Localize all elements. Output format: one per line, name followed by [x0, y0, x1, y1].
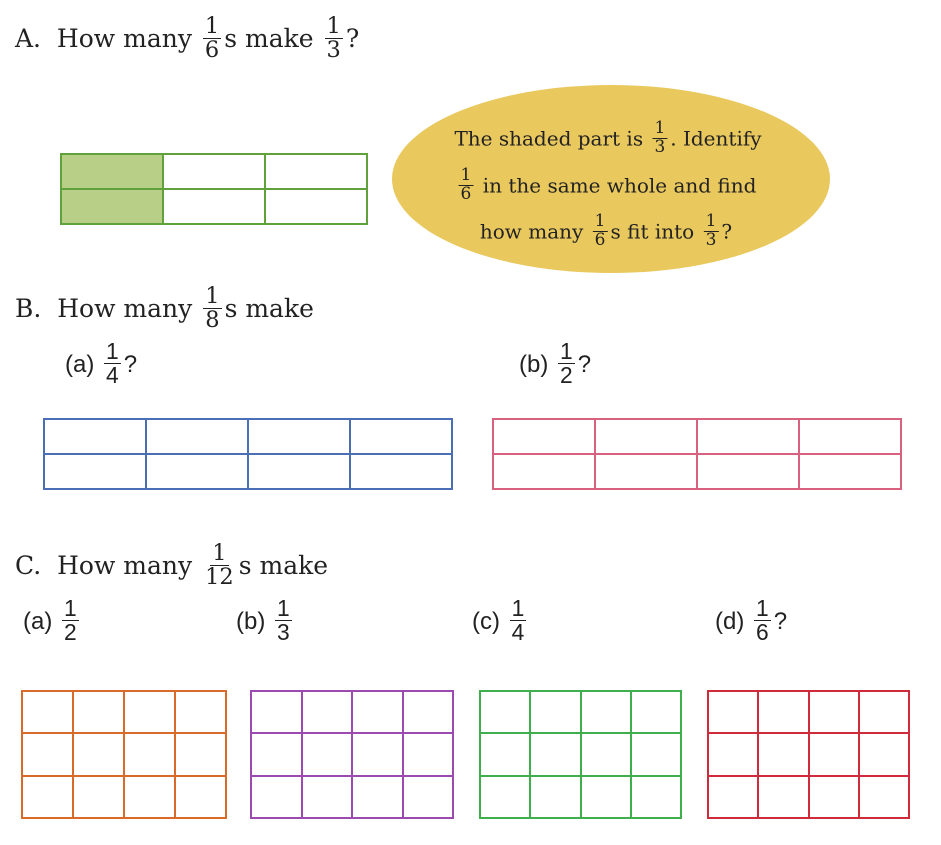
- fraction-one-sixth: $\frac{1}{6}$: [460, 165, 472, 204]
- question-b-part-a: (a) $\frac{1}{4}$ ?: [65, 337, 138, 388]
- fraction-one-third: $\frac{1}{3}$: [326, 12, 341, 63]
- grid-cell: [494, 420, 596, 455]
- grid-cell: [582, 734, 632, 776]
- fraction-grid-a: [60, 153, 368, 225]
- grid-cell: [531, 777, 581, 819]
- grid-cell: [252, 734, 303, 776]
- grid-cell: [860, 777, 910, 819]
- grid-cell: [249, 455, 351, 490]
- question-c-part-b: (b) $\frac{1}{3}$: [236, 594, 290, 645]
- question-c-part-c: (c) $\frac{1}{4}$: [472, 594, 525, 645]
- grid-cell: [404, 734, 455, 776]
- question-c-prefix: How many: [57, 550, 193, 580]
- question-c-part-d: (d) $\frac{1}{6}$ ?: [715, 594, 788, 645]
- grid-cell: [404, 777, 455, 819]
- grid-cell: [632, 777, 682, 819]
- question-a-suffix: ?: [345, 23, 360, 53]
- fraction-grid-b-b: [492, 418, 902, 490]
- question-c-letter: C.: [15, 550, 42, 580]
- question-a-letter: A.: [15, 23, 42, 53]
- fraction-one-half: $\frac{1}{2}$: [560, 337, 573, 388]
- grid-cell: [147, 455, 249, 490]
- question-b-part-b: (b) $\frac{1}{2}$ ?: [519, 337, 592, 388]
- fraction-one-twelfth: $\frac{1}{12}$: [205, 539, 234, 590]
- grid-cell: [147, 420, 249, 455]
- grid-cell: [23, 734, 74, 776]
- fraction-one-sixth: $\frac{1}{6}$: [204, 12, 220, 63]
- grid-cell: [351, 420, 453, 455]
- grid-cell: [353, 734, 404, 776]
- grid-cell: [582, 692, 632, 734]
- grid-cell: [709, 777, 759, 819]
- grid-cell: [596, 420, 698, 455]
- fraction-one-eighth: $\frac{1}{8}$: [205, 282, 220, 333]
- question-a-prefix: How many: [56, 23, 192, 53]
- question-b-prefix: How many: [57, 293, 193, 323]
- grid-cell: [45, 455, 147, 490]
- fraction-grid-c-a: [21, 690, 227, 819]
- grid-cell: [249, 420, 351, 455]
- grid-cell: [266, 190, 368, 225]
- question-c-part-a: (a) $\frac{1}{2}$: [23, 594, 77, 645]
- grid-cell: [596, 455, 698, 490]
- grid-cell: [810, 692, 860, 734]
- fraction-grid-c-d: [707, 690, 910, 819]
- question-c-suffix: s make: [238, 550, 329, 580]
- grid-cell: [176, 777, 227, 819]
- grid-cell: [74, 734, 125, 776]
- grid-cell: [303, 692, 354, 734]
- grid-cell-shaded: [62, 155, 164, 190]
- grid-cell: [531, 734, 581, 776]
- grid-cell: [164, 190, 266, 225]
- question-b: [15, 282, 314, 334]
- grid-cell: [74, 692, 125, 734]
- fraction-one-third: $\frac{1}{3}$: [277, 594, 290, 645]
- grid-cell: [125, 692, 176, 734]
- grid-cell: [23, 777, 74, 819]
- grid-cell: [810, 777, 860, 819]
- grid-cell: [353, 777, 404, 819]
- grid-cell: [164, 155, 266, 190]
- grid-cell: [860, 734, 910, 776]
- grid-cell: [632, 734, 682, 776]
- fraction-grid-b-a: [43, 418, 453, 490]
- grid-cell: [481, 692, 531, 734]
- grid-cell: [303, 734, 354, 776]
- grid-cell: [404, 692, 455, 734]
- hint-line-1: The shaded part is $\frac{1}{3}$ . Identify: [454, 118, 762, 157]
- grid-cell: [303, 777, 354, 819]
- grid-cell: [860, 692, 910, 734]
- fraction-one-sixth: $\frac{1}{6}$: [594, 211, 606, 250]
- grid-cell: [582, 777, 632, 819]
- question-a-middle: s make: [224, 23, 314, 53]
- grid-cell: [252, 777, 303, 819]
- grid-cell: [632, 692, 682, 734]
- grid-cell: [252, 692, 303, 734]
- grid-cell: [125, 734, 176, 776]
- grid-cell: [709, 734, 759, 776]
- fraction-grid-c-b: [250, 690, 454, 819]
- fraction-one-fourth: $\frac{1}{4}$: [106, 337, 119, 388]
- fraction-one-half: $\frac{1}{2}$: [64, 594, 77, 645]
- grid-cell: [176, 734, 227, 776]
- fraction-one-third: $\frac{1}{3}$: [654, 118, 666, 157]
- grid-cell: [800, 455, 902, 490]
- grid-cell: [481, 734, 531, 776]
- fraction-one-sixth: $\frac{1}{6}$: [756, 594, 769, 645]
- grid-cell: [481, 777, 531, 819]
- fraction-one-fourth: $\frac{1}{4}$: [511, 594, 525, 645]
- grid-cell: [353, 692, 404, 734]
- grid-cell: [709, 692, 759, 734]
- grid-cell: [23, 692, 74, 734]
- question-b-letter: B.: [15, 293, 42, 323]
- grid-cell: [531, 692, 581, 734]
- hint-line-3: how many $\frac{1}{6}$ s fit into $\frac{1}{3}$ ?: [479, 211, 733, 250]
- grid-cell: [494, 455, 596, 490]
- grid-cell-shaded: [62, 190, 164, 225]
- grid-cell: [759, 692, 809, 734]
- grid-cell: [759, 734, 809, 776]
- grid-cell: [698, 420, 800, 455]
- grid-cell: [266, 155, 368, 190]
- fraction-one-third: $\frac{1}{3}$: [705, 211, 717, 250]
- grid-cell: [810, 734, 860, 776]
- question-b-suffix: s make: [224, 293, 314, 323]
- grid-cell: [176, 692, 227, 734]
- grid-cell: [698, 455, 800, 490]
- fraction-grid-c-c: [479, 690, 682, 819]
- question-c: [15, 539, 329, 591]
- grid-cell: [351, 455, 453, 490]
- grid-cell: [759, 777, 809, 819]
- question-a: [15, 12, 360, 64]
- grid-cell: [800, 420, 902, 455]
- grid-cell: [125, 777, 176, 819]
- grid-cell: [74, 777, 125, 819]
- grid-cell: [45, 420, 147, 455]
- hint-line-2: $\frac{1}{6}$ in the same whole and find: [460, 165, 757, 204]
